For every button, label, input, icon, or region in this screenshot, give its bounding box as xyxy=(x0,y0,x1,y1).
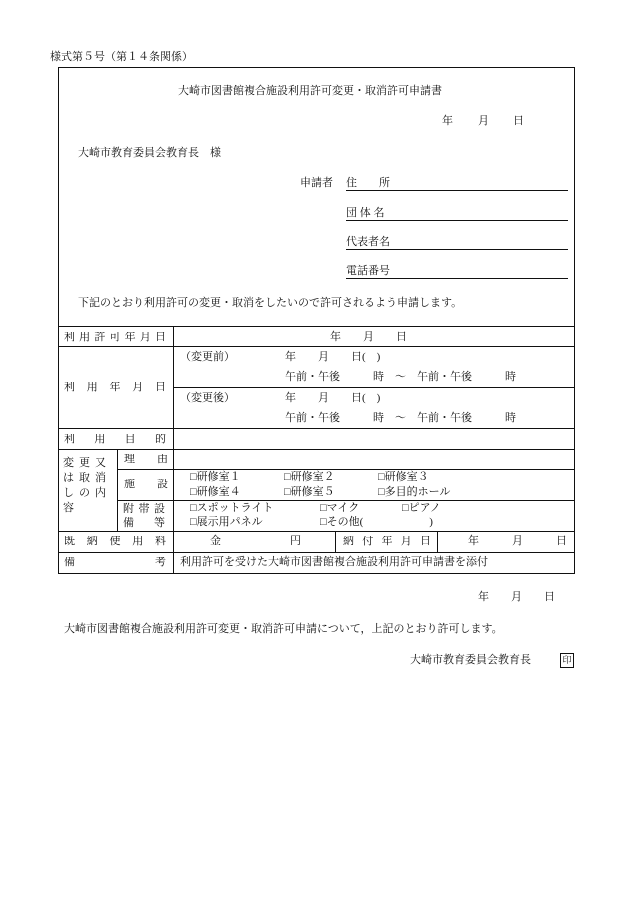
after-date[interactable]: 年 月 日( ) xyxy=(285,392,381,404)
table-rule xyxy=(58,531,575,532)
form-number: 様式第５号（第１４条関係） xyxy=(50,51,193,63)
purpose-label: 利用目的 xyxy=(64,434,166,445)
request-text: 下記のとおり利用許可の変更・取消をしたいので許可されるよう申請します。 xyxy=(78,297,463,309)
paid-fee-label: 既納使用料 xyxy=(64,536,166,547)
table-rule xyxy=(173,387,575,388)
table-rule xyxy=(58,552,575,553)
change-content-label: 変更又は取消しの内容 xyxy=(63,457,111,514)
reason-label: 理 由 xyxy=(124,454,168,465)
checkbox-room-3[interactable]: □研修室３ xyxy=(378,471,429,483)
table-rule xyxy=(173,326,174,573)
table-rule xyxy=(335,531,336,552)
table-rule xyxy=(117,469,575,470)
group-name-field[interactable] xyxy=(346,220,568,221)
table-rule xyxy=(117,449,118,531)
use-date-label: 利用年月日 xyxy=(64,382,166,393)
approval-text: 大崎市図書館複合施設利用許可変更・取消許可申請について，上記のとおり許可します。 xyxy=(64,623,503,635)
checkbox-hall[interactable]: □多目的ホール xyxy=(378,486,451,498)
checkbox-spotlight[interactable]: □スポットライト xyxy=(190,502,274,514)
after-tag: （変更後） xyxy=(180,392,235,404)
table-rule xyxy=(58,428,575,429)
applicant-label: 申請者 xyxy=(300,177,333,189)
pay-date-label: 納付年月日 xyxy=(343,536,431,547)
table-rule xyxy=(437,531,438,552)
remarks-value: 利用許可を受けた大崎市図書館複合施設利用許可申請書を添付 xyxy=(180,556,488,568)
before-tag: （変更前） xyxy=(180,351,235,363)
checkbox-mic[interactable]: □マイク xyxy=(320,502,360,514)
checkbox-room-1[interactable]: □研修室１ xyxy=(190,471,241,483)
date-day: 日 xyxy=(513,115,524,127)
addressee: 大崎市教育委員会教育長 様 xyxy=(78,147,221,159)
table-top xyxy=(58,326,575,327)
fee-prefix: 金 xyxy=(210,535,221,547)
representative-field[interactable] xyxy=(346,249,568,250)
phone-label: 電話番号 xyxy=(346,265,390,277)
address-field[interactable] xyxy=(346,190,568,191)
form-title: 大崎市図書館複合施設利用許可変更・取消許可申請書 xyxy=(178,85,442,97)
approval-date: 年 月 日 xyxy=(478,591,555,603)
address-label: 住 所 xyxy=(346,177,390,189)
facility-label: 施 設 xyxy=(124,479,168,490)
permit-date-label: 利用許可年月日 xyxy=(64,332,166,343)
permit-date-value[interactable]: 年 月 日 xyxy=(330,331,407,343)
seal-stamp: 印 xyxy=(560,653,574,668)
checkbox-other[interactable]: □その他( ) xyxy=(320,516,433,528)
checkbox-room-4[interactable]: □研修室４ xyxy=(190,486,241,498)
equipment-label: 附帯設備等 xyxy=(123,503,169,529)
remarks-label: 備考 xyxy=(64,557,166,568)
checkbox-room-2[interactable]: □研修室２ xyxy=(284,471,335,483)
representative-label: 代表者名 xyxy=(346,236,390,248)
pay-date-value[interactable]: 年 月 日 xyxy=(468,535,567,547)
table-rule xyxy=(117,500,575,501)
fee-unit: 円 xyxy=(290,535,301,547)
date-year: 年 xyxy=(442,115,453,127)
approver: 大崎市教育委員会教育長 xyxy=(410,654,531,666)
before-time[interactable]: 午前・午後 時 ～ 午前・午後 時 xyxy=(285,371,516,383)
checkbox-room-5[interactable]: □研修室５ xyxy=(284,486,335,498)
before-date[interactable]: 年 月 日( ) xyxy=(285,351,381,363)
after-time[interactable]: 午前・午後 時 ～ 午前・午後 時 xyxy=(285,412,516,424)
checkbox-panel[interactable]: □展示用パネル xyxy=(190,516,263,528)
group-name-label: 団 体 名 xyxy=(346,207,385,219)
table-rule xyxy=(58,346,575,347)
table-rule xyxy=(58,449,575,450)
checkbox-piano[interactable]: □ピアノ xyxy=(402,502,441,514)
phone-field[interactable] xyxy=(346,278,568,279)
date-month: 月 xyxy=(478,115,489,127)
